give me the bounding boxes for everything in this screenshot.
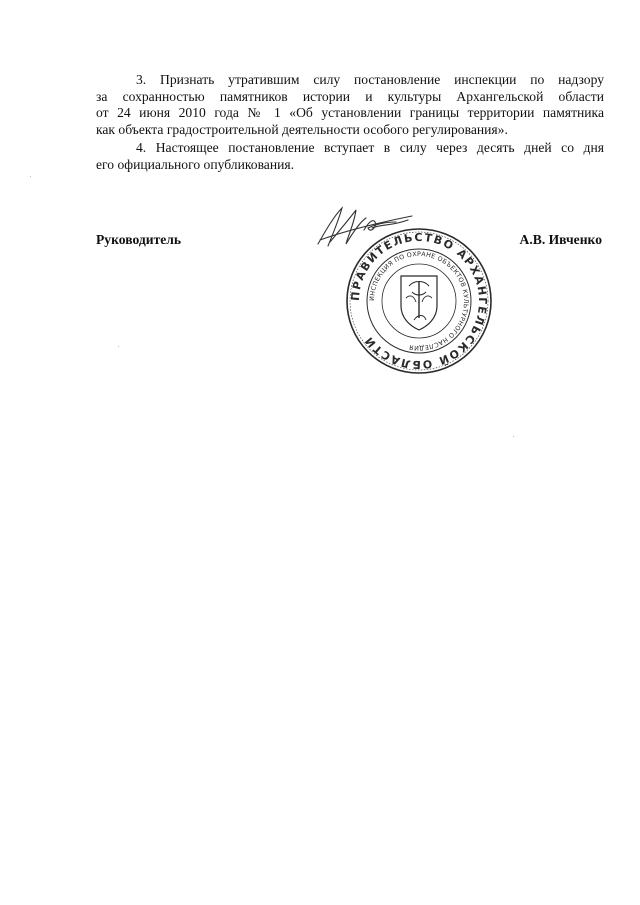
- scan-speck: [118, 346, 119, 347]
- scan-speck: [30, 176, 31, 177]
- paragraph-4: [96, 140, 604, 173]
- seal-outer-text: ПРАВИТЕЛЬСТВО АРХАНГЕЛЬСКОЙ ОБЛАСТИ: [348, 230, 490, 372]
- paragraph-3: [96, 72, 604, 138]
- official-seal: [344, 226, 494, 376]
- paragraph-3-line-3: от 24 июня 2010 года № 1 «Об установлении границы территории памятника: [96, 105, 604, 120]
- signer-role: Руководитель: [96, 232, 182, 247]
- seal-inner-text: ИНСПЕКЦИЯ ПО ОХРАНЕ ОБЪЕКТОВ КУЛЬТУРНОГО НАСЛЕДИЯ: [368, 250, 470, 352]
- paragraph-4-line-1: 4. Настоящее постановление вступает в силу через десять дней со дня: [136, 140, 604, 155]
- paragraph-3-line-4: как объекта градостроительной деятельности особого регулирования».: [96, 121, 508, 137]
- scan-speck: [513, 436, 514, 437]
- signer-name: А.В. Ивченко: [519, 232, 602, 247]
- paragraph-4-line-2: его официального опубликования.: [96, 156, 295, 172]
- paragraph-3-line-2: за сохранностью памятников истории и культуры Архангельской области: [96, 88, 604, 104]
- paragraph-3-line-1: 3. Признать утратившим силу постановление инспекции по надзору: [136, 72, 604, 87]
- coat-of-arms-icon: [401, 276, 437, 330]
